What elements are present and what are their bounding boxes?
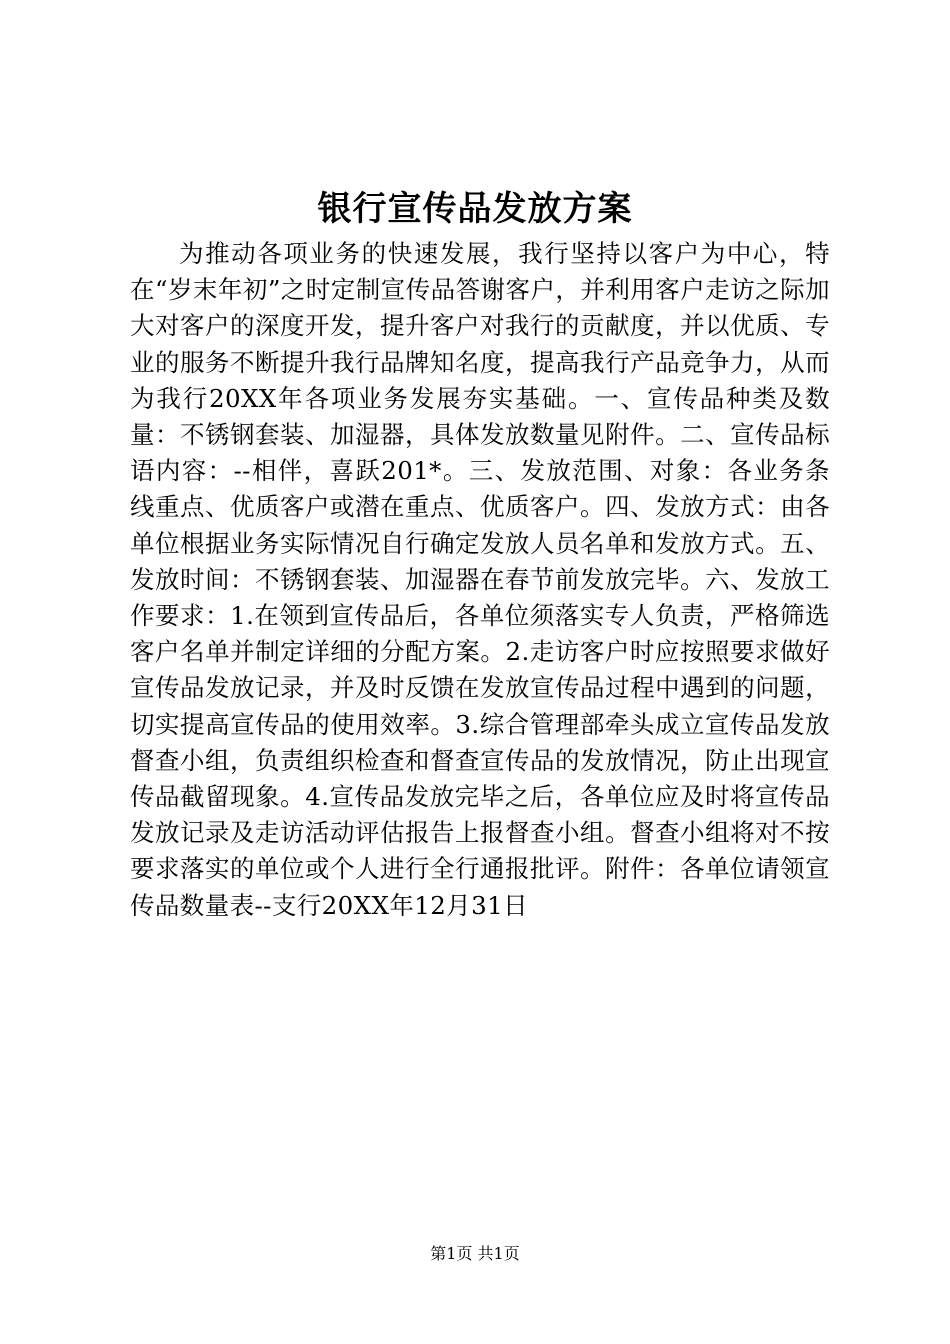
page-number-footer: 第1页 共1页 <box>430 1244 520 1263</box>
document-body-paragraph: 为推动各项业务的快速发展，我行坚持以客户为中心，特在“岁末年初”之时定制宣传品答谢客户，并利用客户走访之际加大对客户的深度开发，提升客户对我行的贡献度，并以优质、专业的服务不断提升我行品牌知名度，提高我行产品竞争力，从而为我行20XX年各项业务发展夯实基础。一、宣传品种类及数量：不锈钢套装、加湿器，具体发放数量见附件。二、宣传品标语内容：--相伴，喜跃201*。三、发放范围、对象：各业务条线重点、优质客户或潜在重点、优质客户。四、发放方式：由各单位根据业务实际情况自行确定发放人员名单和发放方式。五、发放时间：不锈钢套装、加湿器在春节前发放完毕。六、发放工作要求：1.在领到宣传品后，各单位须落实专人负责，严格筛选客户名单并制定详细的分配方案。2.走访客户时应按照要求做好宣传品发放记录，并及时反馈在发放宣传品过程中遇到的问题，切实提高宣传品的使用效率。3.综合管理部牵头成立宣传品发放督查小组，负责组织检查和督查宣传品的发放情况，防止出现宣传品截留现象。4.宣传品发放完毕之后，各单位应及时将宣传品发放记录及走访活动评估报告上报督查小组。督查小组将对不按要求落实的单位或个人进行全行通报批评。附件：各单位请领宣传品数量表--支行20XX年12月31日 <box>130 239 830 920</box>
document-title: 银行宣传品发放方案 <box>317 189 633 229</box>
